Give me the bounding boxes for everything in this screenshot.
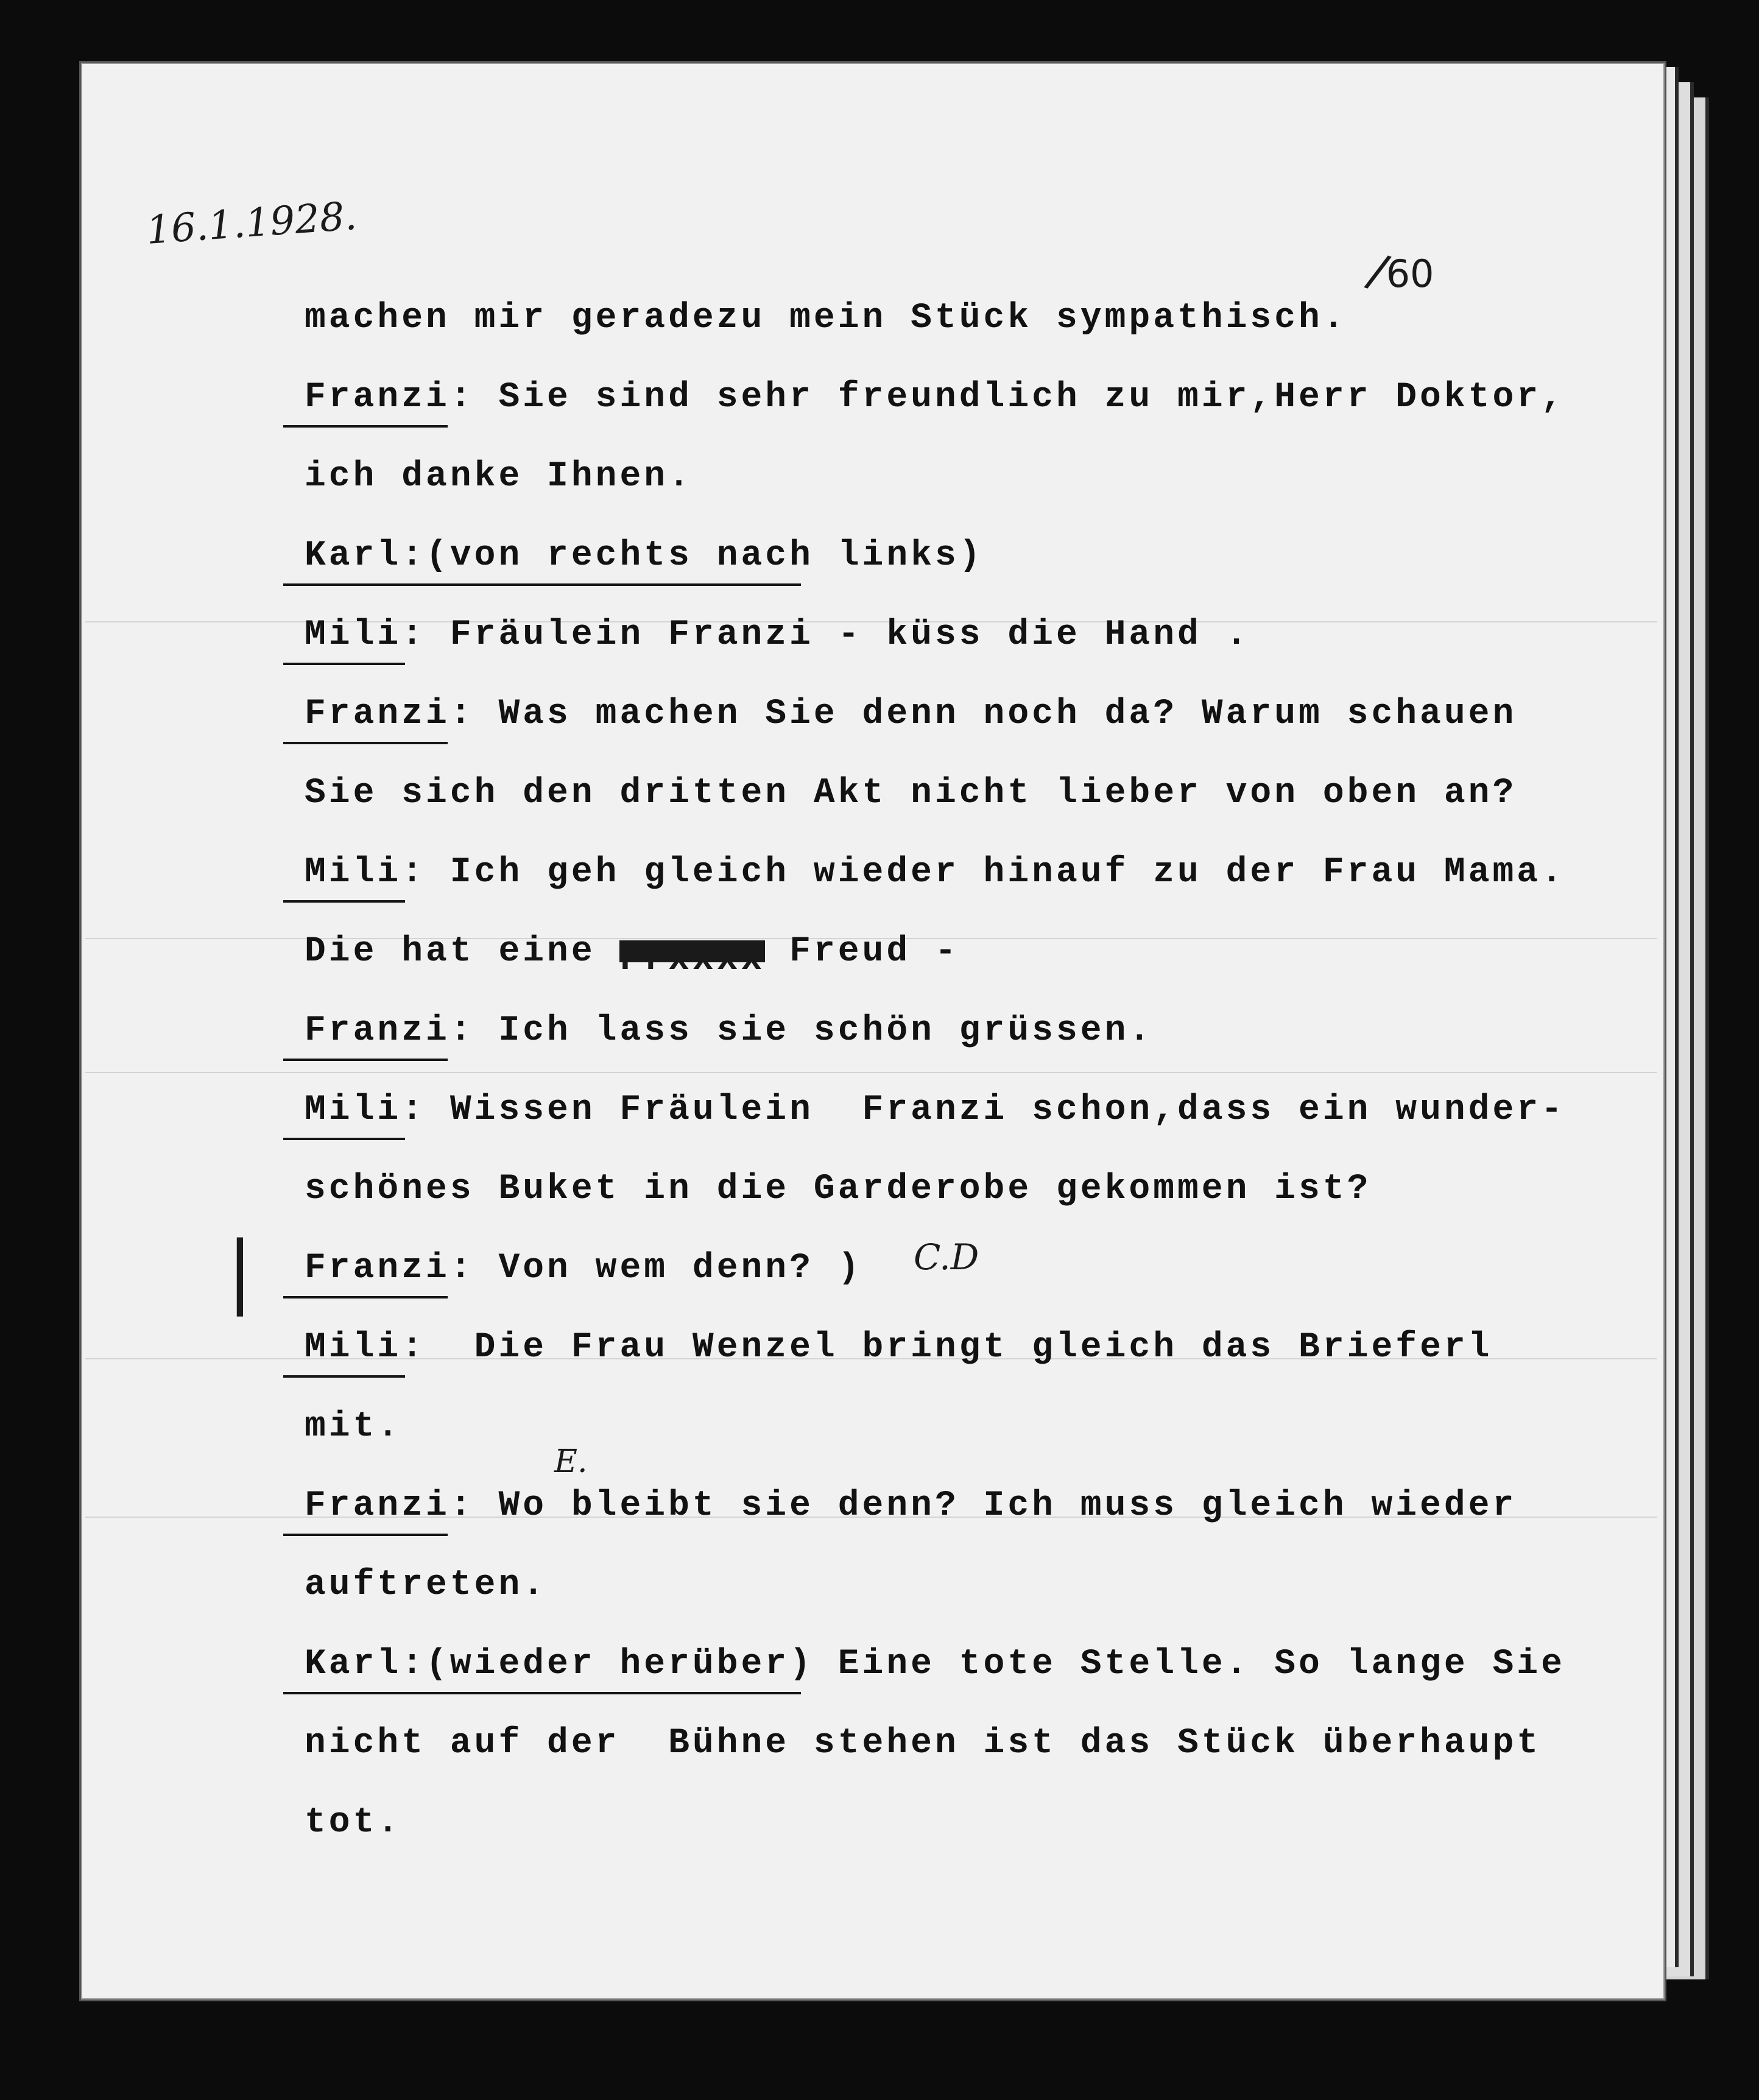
speaker-underline (283, 1138, 405, 1140)
script-line (305, 694, 1517, 734)
line-text: Die hat eine (305, 932, 596, 971)
script-line (305, 1407, 401, 1446)
line-text: (von rechts nach links) (426, 536, 984, 576)
speaker-underline (283, 900, 405, 903)
speaker-underline (283, 1059, 448, 1061)
speaker-underline (283, 1692, 801, 1694)
line-text: machen mir geradezu mein Stück sympathisch. (305, 298, 1347, 338)
line-text: mit. (305, 1407, 402, 1446)
line-text: Ich geh gleich wieder hinauf zu der Frau Mama. (426, 853, 1565, 892)
speaker-name: Franzi: (305, 694, 474, 734)
page-number: /60 (1361, 242, 1434, 299)
struck-out-word: Frxxxx (619, 940, 766, 980)
script-line (305, 615, 1250, 655)
script-line (305, 1328, 1492, 1367)
line-text: Wo bleibt sie denn? Ich muss gleich wieder (474, 1486, 1517, 1526)
script-line (305, 1724, 1541, 1763)
script-line (305, 1803, 401, 1842)
speaker-name: Karl: (305, 1644, 426, 1684)
speaker-underline (283, 1296, 448, 1298)
line-text: Was machen Sie denn noch da? Warum schauen (474, 694, 1517, 734)
speaker-name: Mili: (305, 853, 426, 892)
script-line (305, 457, 693, 496)
speaker-name: Franzi: (305, 1249, 474, 1288)
line-text: schönes Buket in die Garderobe gekommen ist? (305, 1169, 1372, 1209)
line-text: Von wem denn? ) (474, 1249, 862, 1288)
paper-rule (85, 1072, 1657, 1073)
line-text: Fräulein Franzi - küss die Hand . (426, 615, 1250, 655)
line-text: Wissen Fräulein Franzi schon,dass ein wunder- (426, 1090, 1565, 1130)
script-line (305, 536, 984, 576)
line-text: Die Frau Wenzel bringt gleich das Brieferl (426, 1328, 1493, 1367)
line-text: Ich lass sie schön grüssen. (474, 1011, 1154, 1051)
margin-note-e: E. (554, 1443, 588, 1480)
speaker-name: Karl: (305, 536, 426, 576)
speaker-name: Franzi: (305, 1486, 474, 1526)
speaker-underline (283, 742, 448, 744)
script-line (305, 1011, 1153, 1051)
speaker-underline (283, 583, 801, 586)
line-text: Sie sich den dritten Akt nicht lieber von oben an? (305, 773, 1517, 813)
speaker-name: Mili: (305, 1328, 426, 1367)
line-text: tot. (305, 1803, 402, 1842)
speaker-underline (283, 663, 405, 665)
script-line (305, 1169, 1371, 1209)
line-text: ich danke Ihnen. (305, 457, 693, 496)
speaker-underline (283, 1375, 405, 1378)
script-line (305, 1644, 1565, 1684)
handwritten-date: 16.1.1928. (144, 194, 359, 253)
speaker-underline (283, 1534, 448, 1536)
margin-note-cd: C.D (914, 1236, 979, 1278)
script-line (305, 1249, 862, 1288)
line-text: auftreten. (305, 1565, 548, 1605)
speaker-name: Franzi: (305, 1011, 474, 1051)
script-line (305, 1486, 1517, 1526)
line-text: Sie sind sehr freundlich zu mir,Herr Doktor, (474, 378, 1565, 417)
script-line (305, 773, 1517, 813)
script-line (305, 853, 1565, 892)
script-line (305, 378, 1565, 417)
script-line (305, 298, 1347, 338)
script-line (305, 1090, 1565, 1130)
line-text: (wieder herüber) Eine tote Stelle. So lange Sie (426, 1644, 1565, 1684)
line-text: nicht auf der Bühne stehen ist das Stück überhaupt (305, 1724, 1542, 1763)
speaker-name: Mili: (305, 615, 426, 655)
speaker-name: Mili: (305, 1090, 426, 1130)
script-line (305, 1565, 547, 1605)
line-text: Freud - (765, 932, 959, 971)
script-line (305, 932, 959, 980)
speaker-underline (283, 425, 448, 428)
speaker-name: Franzi: (305, 378, 474, 417)
margin-bracket-mark: | (227, 1224, 253, 1317)
